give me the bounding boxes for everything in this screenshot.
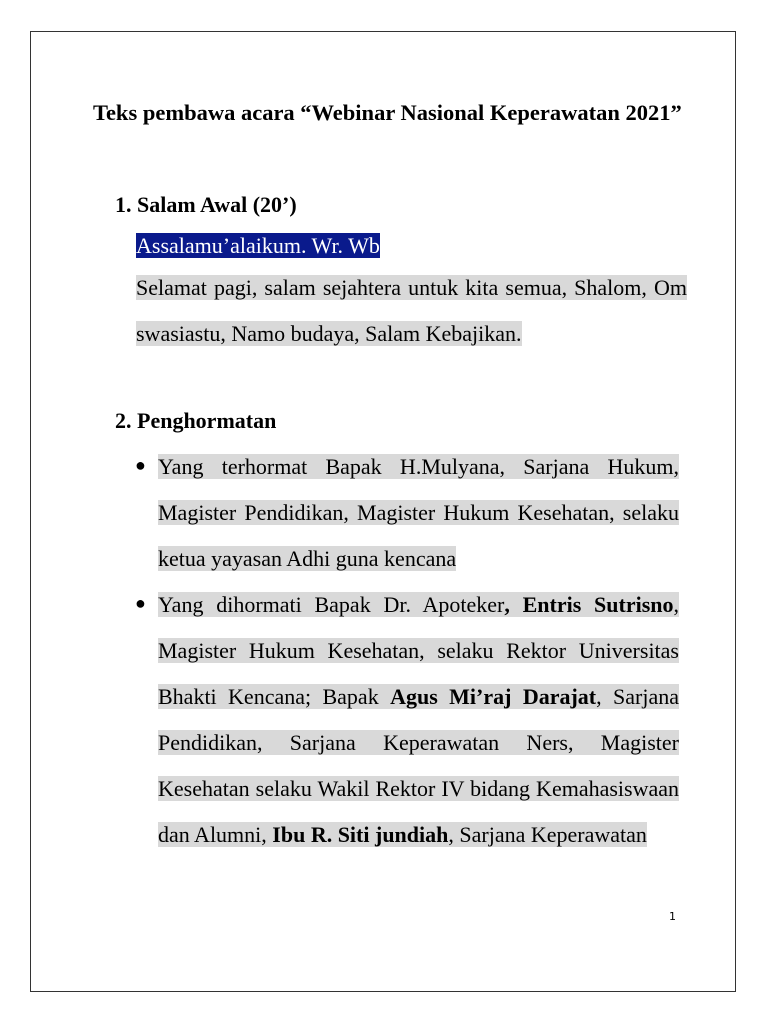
bullet-2-part-3: , Sarjana Pendidikan, Sarjana Keperawatan Ners, Magister Kesehatan selaku Wakil Rektor IV bidang Kemahasiswaan dan Alumni, — [158, 684, 679, 847]
bullet-2-bold-2: Agus Mi’raj Darajat — [390, 684, 597, 709]
bullet-item-2 — [158, 582, 679, 858]
document-title: Teks pembawa acara “Webinar Nasional Keperawatan 2021” — [93, 100, 682, 125]
bullet-2-text — [158, 592, 679, 847]
bullet-2-part-1: Yang dihormati Bapak Dr. Apoteker — [158, 592, 505, 617]
bullet-1-text: Yang terhormat Bapak H.Mulyana, Sarjana Hukum, Magister Pendidikan, Magister Hukum Kesehatan, selaku ketua yayasan Adhi guna kencana — [158, 454, 679, 571]
bullet-2-part-4: , Sarjana Keperawatan — [448, 822, 647, 847]
bullet-2-dot-icon: ● — [135, 593, 146, 613]
section-2-title: Penghormatan — [137, 408, 277, 433]
section-1-title: Salam Awal (20’) — [137, 192, 297, 217]
document-page — [30, 31, 736, 992]
bullet-item-1 — [158, 444, 679, 582]
bullet-2-bold-1: , Entris Sutrisno — [504, 592, 674, 617]
section-1-number: 1. — [115, 192, 132, 217]
section-2-number: 2. — [115, 408, 132, 433]
highlighted-text: Selamat pagi, salam sejahtera untuk kita semua, Shalom, Om swasiastu, Namo budaya, Salam Kebajikan. — [136, 275, 687, 346]
bullet-2-bold-3: Ibu R. Siti jundiah — [272, 822, 449, 847]
page-number: 1 — [669, 910, 676, 923]
selected-greeting-line[interactable] — [136, 223, 687, 269]
bullet-1-dot-icon: ● — [135, 455, 146, 475]
bullet-2-part-2: , Magister Hukum Kesehatan, selaku Rektor Universitas Bhakti Kencana; Bapak — [158, 592, 679, 709]
greeting-paragraph — [136, 265, 687, 357]
selected-text[interactable]: Assalamu’alaikum. Wr. Wb — [136, 233, 380, 258]
